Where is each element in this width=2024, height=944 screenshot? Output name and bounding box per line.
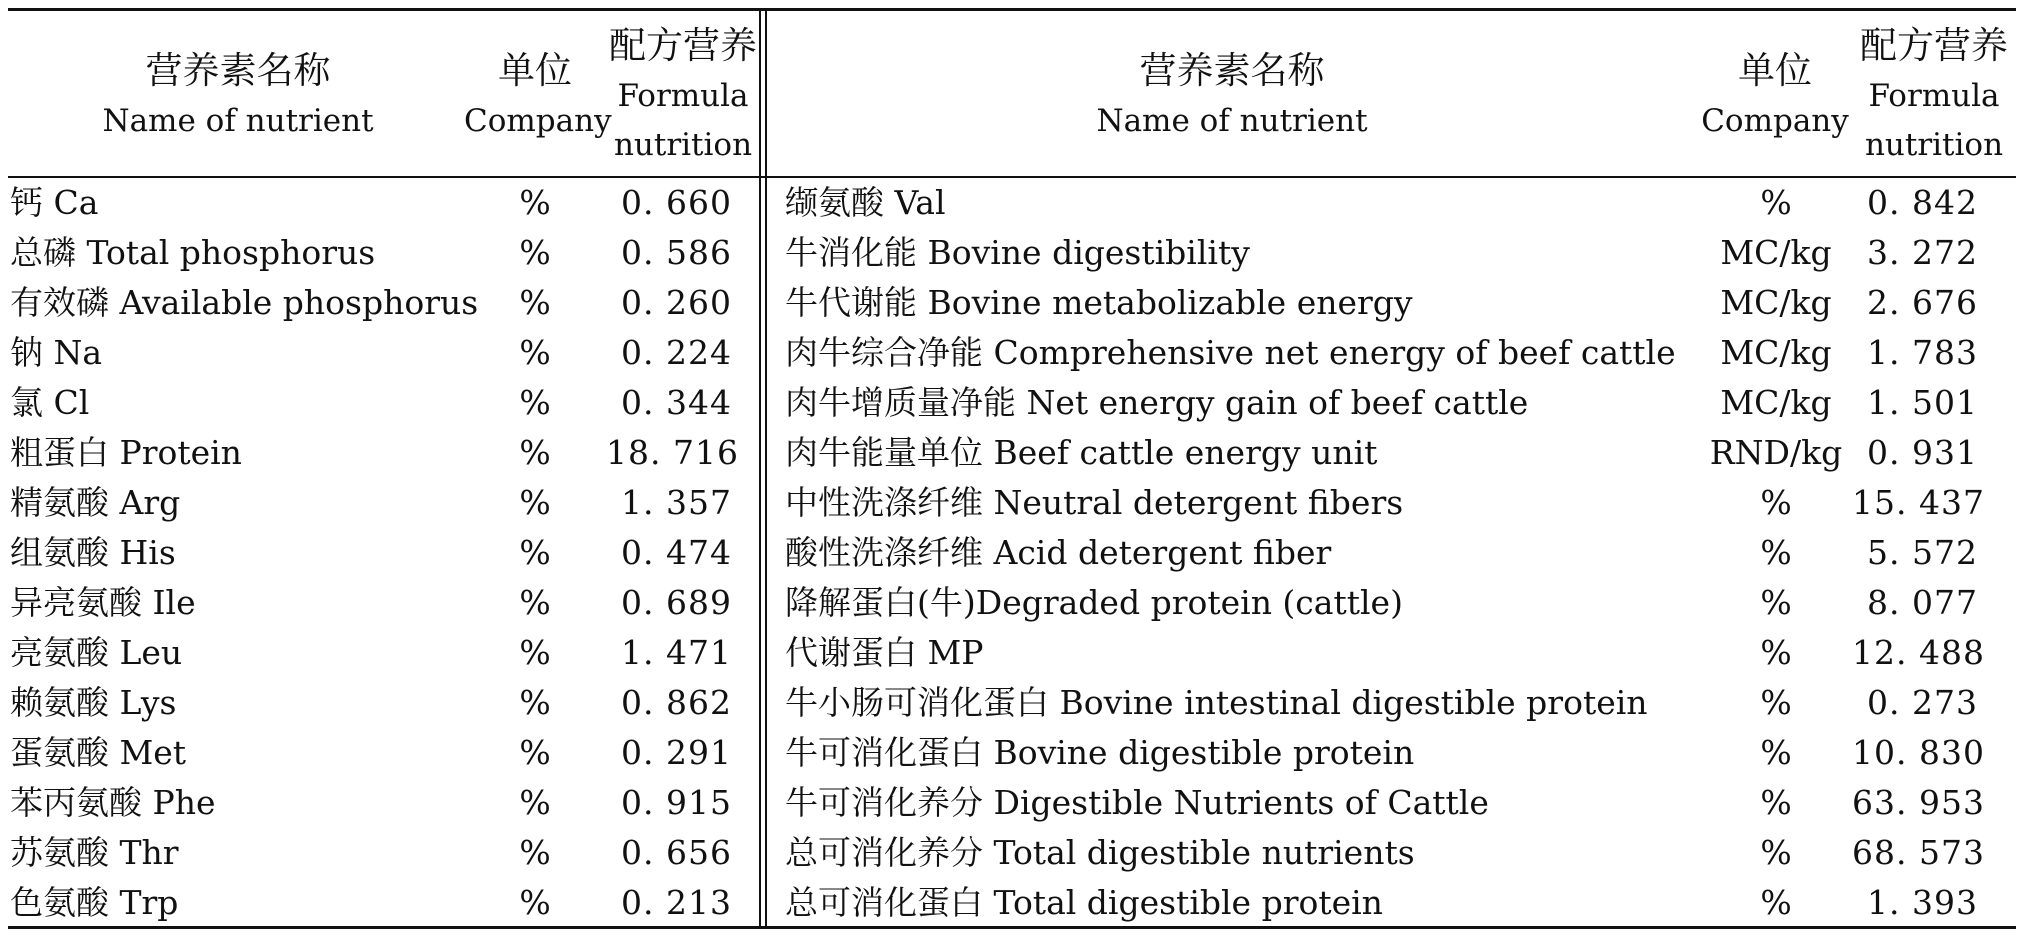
right-nutrient-name: 降解蛋白(牛)Degraded protein (cattle) <box>785 583 1403 622</box>
right-nutrient-unit: % <box>1760 633 1792 672</box>
right-nutrient-name: 缬氨酸 Val <box>785 183 946 222</box>
left-nutrient-unit: % <box>519 733 551 772</box>
right-nutrient-unit: % <box>1760 533 1792 572</box>
right-nutrient-unit: % <box>1760 733 1792 772</box>
right-nutrient-unit: % <box>1760 583 1792 622</box>
left-nutrient-name: 赖氨酸 Lys <box>10 683 177 722</box>
right-nutrient-name: 肉牛能量单位 Beef cattle energy unit <box>785 433 1378 472</box>
left-nutrient-value: 0. 291 <box>621 733 732 772</box>
left-nutrient-name: 色氨酸 Trp <box>10 883 179 922</box>
right-nutrient-value: 1. 783 <box>1867 333 1978 372</box>
right-nutrient-value: 1. 393 <box>1867 883 1978 922</box>
left-nutrient-unit: % <box>519 533 551 572</box>
left-nutrient-unit: % <box>519 383 551 422</box>
right-nutrient-value: 63. 953 <box>1852 783 1985 822</box>
left-nutrient-unit: % <box>519 883 551 922</box>
left-nutrient-name: 苯丙氨酸 Phe <box>10 783 216 822</box>
left-nutrient-value: 0. 862 <box>621 683 732 722</box>
left-nutrient-name: 苏氨酸 Thr <box>10 833 179 872</box>
left-nutrient-unit: % <box>519 783 551 822</box>
left-nutrient-unit: % <box>519 183 551 222</box>
right-nutrient-name: 总可消化养分 Total digestible nutrients <box>785 833 1415 872</box>
right-nutrient-name: 代谢蛋白 MP <box>785 633 984 672</box>
left-nutrient-name: 组氨酸 His <box>10 533 176 572</box>
left-nutrient-value: 0. 586 <box>621 233 732 272</box>
right-nutrient-name: 牛小肠可消化蛋白 Bovine intestinal digestible protein <box>785 683 1648 722</box>
right-nutrient-name: 牛可消化养分 Digestible Nutrients of Cattle <box>785 783 1489 822</box>
right-nutrient-value: 12. 488 <box>1852 633 1985 672</box>
right-nutrient-unit: % <box>1760 883 1792 922</box>
left-nutrient-unit: % <box>519 283 551 322</box>
left-nutrient-unit: % <box>519 633 551 672</box>
right-nutrient-unit: % <box>1760 183 1792 222</box>
right-nutrient-value: 15. 437 <box>1852 483 1985 522</box>
right-nutrient-value: 0. 842 <box>1867 183 1978 222</box>
right-nutrient-value: 2. 676 <box>1867 283 1978 322</box>
left-header-unit-en: Company <box>464 103 612 139</box>
table-header-rule <box>8 176 2016 178</box>
left-nutrient-name: 粗蛋白 Protein <box>10 433 242 472</box>
right-nutrient-value: 3. 272 <box>1867 233 1978 272</box>
right-nutrient-value: 68. 573 <box>1852 833 1985 872</box>
left-nutrient-value: 0. 344 <box>621 383 732 422</box>
left-nutrient-value: 0. 260 <box>621 283 732 322</box>
left-header-name-en: Name of nutrient <box>102 103 374 139</box>
right-header-unit-en: Company <box>1701 103 1849 139</box>
right-nutrient-unit: MC/kg <box>1720 383 1832 422</box>
right-nutrient-name: 肉牛综合净能 Comprehensive net energy of beef cattle <box>785 333 1676 372</box>
left-nutrient-value: 0. 213 <box>621 883 732 922</box>
left-nutrient-name: 氯 Cl <box>10 383 90 422</box>
left-header-value-en1: Formula <box>617 78 749 114</box>
left-nutrient-unit: % <box>519 233 551 272</box>
right-header-unit-zh: 单位 <box>1738 49 1812 92</box>
left-nutrient-unit: % <box>519 833 551 872</box>
right-header-name-en: Name of nutrient <box>1096 103 1368 139</box>
right-nutrient-name: 牛消化能 Bovine digestibility <box>785 233 1250 272</box>
left-nutrient-unit: % <box>519 583 551 622</box>
left-nutrient-value: 0. 660 <box>621 183 732 222</box>
right-nutrient-value: 5. 572 <box>1867 533 1978 572</box>
left-nutrient-value: 0. 656 <box>621 833 732 872</box>
left-header-value-en2: nutrition <box>613 127 753 163</box>
right-nutrient-unit: MC/kg <box>1720 233 1832 272</box>
left-nutrient-unit: % <box>519 433 551 472</box>
left-nutrient-unit: % <box>519 333 551 372</box>
right-nutrient-unit: MC/kg <box>1720 283 1832 322</box>
right-nutrient-unit: MC/kg <box>1720 333 1832 372</box>
right-nutrient-unit: % <box>1760 483 1792 522</box>
left-nutrient-value: 0. 224 <box>621 333 732 372</box>
left-header-value-zh: 配方营养 <box>609 24 757 67</box>
right-header-name-zh: 营养素名称 <box>1139 49 1325 92</box>
right-nutrient-value: 1. 501 <box>1867 383 1978 422</box>
left-nutrient-value: 0. 689 <box>621 583 732 622</box>
right-nutrient-value: 0. 273 <box>1867 683 1978 722</box>
left-nutrient-name: 有效磷 Available phosphorus <box>10 283 479 322</box>
left-nutrient-name: 蛋氨酸 Met <box>10 733 187 772</box>
right-nutrient-unit: % <box>1760 783 1792 822</box>
left-nutrient-value: 1. 471 <box>621 633 732 672</box>
left-nutrient-unit: % <box>519 683 551 722</box>
left-nutrient-name: 精氨酸 Arg <box>10 483 181 522</box>
left-nutrient-value: 0. 915 <box>621 783 732 822</box>
left-nutrient-value: 0. 474 <box>621 533 732 572</box>
right-nutrient-unit: RND/kg <box>1709 433 1843 472</box>
right-header-value-en1: Formula <box>1868 78 2000 114</box>
right-header-value-zh: 配方营养 <box>1860 24 2008 67</box>
right-nutrient-name: 肉牛增质量净能 Net energy gain of beef cattle <box>785 383 1529 422</box>
left-nutrient-name: 亮氨酸 Leu <box>10 633 183 672</box>
left-nutrient-unit: % <box>519 483 551 522</box>
right-header-value-en2: nutrition <box>1864 127 2004 163</box>
left-nutrient-value: 18. 716 <box>606 433 739 472</box>
left-header-unit-zh: 单位 <box>498 49 572 92</box>
right-nutrient-name: 牛可消化蛋白 Bovine digestible protein <box>785 733 1415 772</box>
right-nutrient-value: 10. 830 <box>1852 733 1985 772</box>
right-nutrient-value: 8. 077 <box>1867 583 1978 622</box>
left-nutrient-name: 钙 Ca <box>10 183 99 222</box>
left-nutrient-name: 总磷 Total phosphorus <box>10 233 376 272</box>
right-nutrient-name: 总可消化蛋白 Total digestible protein <box>785 883 1383 922</box>
right-nutrient-name: 酸性洗涤纤维 Acid detergent fiber <box>785 533 1332 572</box>
right-nutrient-unit: % <box>1760 683 1792 722</box>
left-nutrient-value: 1. 357 <box>621 483 732 522</box>
table-bottom-rule <box>8 926 2016 929</box>
column-divider-right <box>765 8 767 929</box>
right-nutrient-name: 牛代谢能 Bovine metabolizable energy <box>785 283 1413 322</box>
right-nutrient-unit: % <box>1760 833 1792 872</box>
left-nutrient-name: 异亮氨酸 Ile <box>10 583 196 622</box>
right-nutrient-name: 中性洗涤纤维 Neutral detergent fibers <box>785 483 1404 522</box>
right-nutrient-value: 0. 931 <box>1867 433 1978 472</box>
left-nutrient-name: 钠 Na <box>10 333 103 372</box>
table-top-rule <box>8 8 2016 11</box>
left-header-name-zh: 营养素名称 <box>145 49 331 92</box>
